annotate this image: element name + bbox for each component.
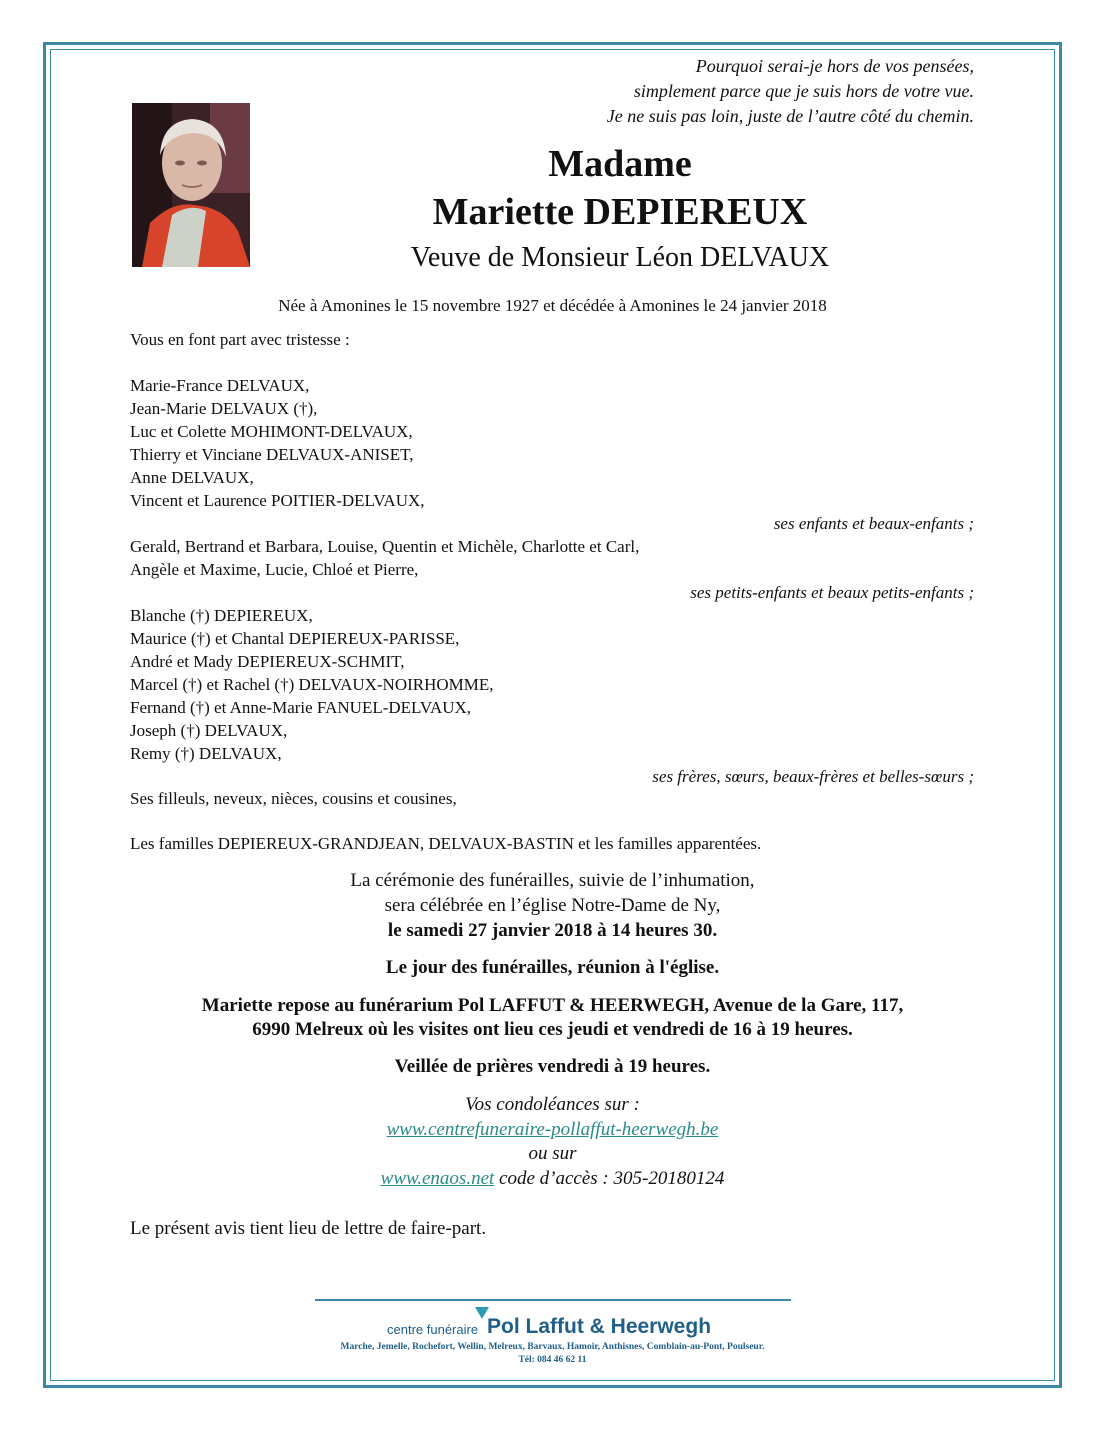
condolences-link-enaos[interactable]: www.enaos.net — [380, 1168, 495, 1189]
access-code: code d’accès : 305-20180124 — [494, 1168, 725, 1189]
condolences-label: Vos condoléances sur : — [465, 1094, 640, 1115]
poem-line: simplement parce que je suis hors de votre vue. — [633, 81, 974, 101]
portrait-photo — [132, 103, 250, 267]
ceremony-line: La cérémonie des funérailles, suivie de l’inhumation, — [350, 870, 755, 891]
family-line: Marcel (†) et Rachel (†) DELVAUX-NOIRHOMME, — [130, 675, 494, 694]
deceased-name: Mariette DEPIEREUX — [432, 191, 808, 233]
families-line: Les familles DEPIEREUX-GRANDJEAN, DELVAUX-BASTIN et les familles apparentées. — [130, 834, 762, 853]
ceremony-date: le samedi 27 janvier 2018 à 14 heures 30. — [387, 920, 718, 941]
vigil-info: Veillée de prières vendredi à 19 heures. — [394, 1056, 711, 1077]
family-line: Thierry et Vinciane DELVAUX-ANISET, — [130, 445, 414, 464]
family-line: Jean-Marie DELVAUX (†), — [130, 399, 318, 418]
condolences-enaos-row — [130, 1166, 975, 1191]
footer-towns: Marche, Jemelle, Rochefort, Wellin, Melreux, Barvaux, Hamoir, Anthisnes, Comblain-au-Pont, Poulseur. — [340, 1342, 765, 1352]
family-line: Anne DELVAUX, — [130, 468, 254, 487]
relation-label: ses petits-enfants et beaux petits-enfants ; — [690, 583, 974, 602]
logo-small-text: centre funéraire — [387, 1322, 479, 1337]
relation-label: ses frères, sœurs, beaux-frères et belles-sœurs ; — [652, 767, 974, 786]
logo-brand: Pol Laffut & Heerwegh — [487, 1315, 712, 1338]
ceremony-line: sera célébrée en l’église Notre-Dame de Ny, — [384, 895, 721, 916]
footer-phone: Tél: 084 46 62 11 — [518, 1355, 587, 1365]
widow-of: Veuve de Monsieur Léon DELVAUX — [410, 242, 830, 273]
family-line: Gerald, Bertrand et Barbara, Louise, Quentin et Michèle, Charlotte et Carl, — [130, 537, 640, 556]
condolences-link-funeral-center[interactable]: www.centrefuneraire-pollaffut-heerwegh.be — [386, 1119, 719, 1140]
repose-line: Mariette repose au funérarium Pol LAFFUT & HEERWEGH, Avenue de la Gare, 117, — [201, 995, 904, 1016]
footer-divider — [315, 1299, 791, 1301]
condolences-or: ou sur — [528, 1143, 577, 1164]
portrait-image — [132, 103, 250, 267]
family-line: Luc et Colette MOHIMONT-DELVAUX, — [130, 422, 413, 441]
family-line: Joseph (†) DELVAUX, — [130, 721, 288, 740]
meeting-info: Le jour des funérailles, réunion à l'église. — [385, 957, 720, 978]
deceased-title: Madame — [548, 143, 692, 185]
family-line: Fernand (†) et Anne-Marie FANUEL-DELVAUX, — [130, 698, 472, 717]
family-line: Maurice (†) et Chantal DEPIEREUX-PARISSE, — [130, 629, 460, 648]
relation-label: ses enfants et beaux-enfants ; — [773, 514, 974, 533]
family-line: Blanche (†) DEPIEREUX, — [130, 606, 313, 625]
poem-line: Pourquoi serai-je hors de vos pensées, — [695, 56, 974, 76]
repose-line: 6990 Melreux où les visites ont lieu ces jeudi et vendredi de 16 à 19 heures. — [252, 1019, 853, 1040]
poem-line: Je ne suis pas loin, juste de l’autre côté du chemin. — [606, 106, 974, 126]
family-line: Vincent et Laurence POITIER-DELVAUX, — [130, 491, 425, 510]
condolences-link-row — [130, 1117, 975, 1142]
godchildren-line: Ses filleuls, neveux, nièces, cousins et cousines, — [130, 789, 457, 808]
closing-text: Le présent avis tient lieu de lettre de faire-part. — [130, 1218, 487, 1239]
intro-text: Vous en font part avec tristesse : — [130, 330, 350, 349]
family-line: Remy (†) DELVAUX, — [130, 744, 282, 763]
poem — [374, 54, 974, 129]
birth-death-line: Née à Amonines le 15 novembre 1927 et décédée à Amonines le 24 janvier 2018 — [278, 296, 827, 315]
family-line: André et Mady DEPIEREUX-SCHMIT, — [130, 652, 405, 671]
family-line: Angèle et Maxime, Lucie, Chloé et Pierre, — [130, 560, 419, 579]
family-line: Marie-France DELVAUX, — [130, 376, 310, 395]
